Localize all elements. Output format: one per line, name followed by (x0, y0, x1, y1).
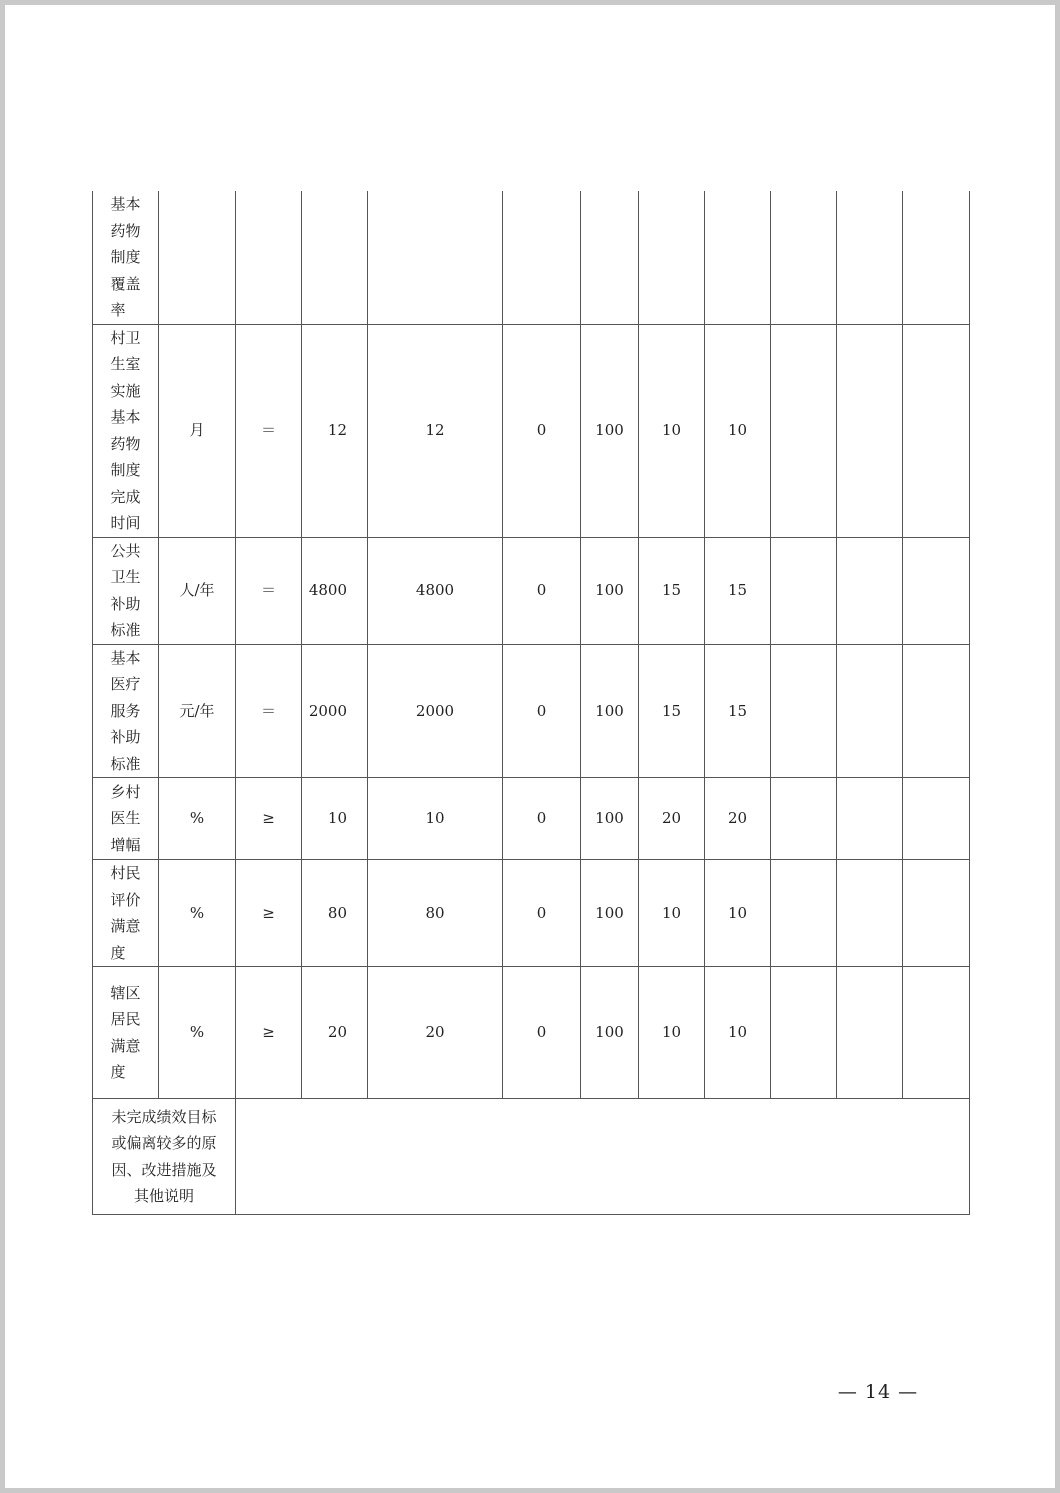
cell-actual: 20 (368, 967, 503, 1099)
table-row (93, 324, 970, 537)
cell-unit: % (159, 967, 236, 1099)
cell-dev: 0 (503, 537, 581, 644)
indicator-name (93, 537, 159, 644)
cell-score: 10 (705, 324, 771, 537)
cell-target: 4800 (302, 537, 368, 644)
note-label-line: 未完成绩效目标 (111, 1107, 217, 1126)
indicator-name-line: 标准 (110, 621, 141, 639)
cell-op: ≥ (236, 967, 302, 1099)
cell-op: ＝ (236, 644, 302, 778)
performance-table (92, 191, 970, 1215)
indicator-name-line: 服务 (110, 701, 141, 720)
indicator-name-line: 标准 (110, 754, 141, 773)
cell-empty (837, 860, 903, 967)
cell-empty (903, 191, 970, 324)
cell-dev: 0 (503, 324, 581, 537)
indicator-name-line: 居民 (110, 1010, 141, 1028)
cell-score: 15 (705, 644, 771, 778)
cell-op: ＝ (236, 537, 302, 644)
cell-actual: 80 (368, 860, 503, 967)
page-number: — 14 — (837, 1381, 919, 1403)
cell-score: 20 (705, 778, 771, 860)
cell-weight: 20 (639, 778, 705, 860)
cell-target: 10 (302, 778, 368, 860)
cell-empty (903, 778, 970, 860)
cell-score (705, 191, 771, 324)
indicator-name-line: 覆盖 (110, 274, 141, 293)
cell-rate (581, 191, 639, 324)
indicator-name-line: 卫生 (110, 568, 141, 586)
cell-empty (903, 967, 970, 1099)
indicator-name-line: 基本 (110, 408, 141, 426)
cell-weight: 10 (639, 324, 705, 537)
indicator-name-line: 村民 (110, 864, 141, 882)
cell-empty (837, 537, 903, 644)
note-label-line: 其他说明 (133, 1187, 194, 1205)
note-label (93, 1099, 236, 1215)
cell-empty (837, 191, 903, 324)
cell-score: 10 (705, 860, 771, 967)
indicator-name-line: 医生 (110, 809, 141, 828)
indicator-name-line: 满意 (110, 1036, 141, 1055)
cell-empty (903, 537, 970, 644)
indicator-name-line: 完成 (110, 487, 141, 506)
note-label-line: 因、改进措施及 (111, 1160, 217, 1179)
cell-target: 12 (302, 324, 368, 537)
cell-empty (771, 191, 837, 324)
cell-empty (771, 967, 837, 1099)
cell-dev (503, 191, 581, 324)
cell-dev: 0 (503, 967, 581, 1099)
cell-target (302, 191, 368, 324)
indicator-name (93, 191, 159, 324)
indicator-name (93, 860, 159, 967)
cell-empty (837, 324, 903, 537)
document-page (5, 5, 1055, 1488)
cell-op: ≥ (236, 778, 302, 860)
table-row (93, 860, 970, 967)
cell-op: ＝ (236, 324, 302, 537)
cell-empty (837, 644, 903, 778)
indicator-name (93, 778, 159, 860)
cell-unit: 月 (159, 324, 236, 537)
cell-actual (368, 191, 503, 324)
indicator-name-line: 补助 (110, 594, 141, 613)
cell-unit: 元/年 (159, 644, 236, 778)
indicator-name-line: 村卫 (110, 328, 141, 347)
cell-op: ≥ (236, 860, 302, 967)
cell-score: 15 (705, 537, 771, 644)
indicator-name-line: 补助 (110, 728, 141, 746)
indicator-name-line: 乡村 (110, 782, 141, 801)
cell-rate: 100 (581, 967, 639, 1099)
indicator-name-line: 基本 (110, 648, 141, 667)
cell-empty (771, 537, 837, 644)
cell-unit: % (159, 860, 236, 967)
note-row (93, 1099, 970, 1215)
cell-target: 2000 (302, 644, 368, 778)
indicator-name (93, 967, 159, 1099)
indicator-name (93, 644, 159, 778)
cell-empty (903, 860, 970, 967)
cell-empty (771, 860, 837, 967)
cell-dev: 0 (503, 644, 581, 778)
cell-dev: 0 (503, 860, 581, 967)
cell-empty (837, 967, 903, 1099)
indicator-name-line: 率 (110, 301, 126, 319)
table-row (93, 778, 970, 860)
cell-weight: 10 (639, 967, 705, 1099)
indicator-name-line: 实施 (110, 381, 141, 400)
cell-unit: 人/年 (159, 537, 236, 644)
table-row (93, 967, 970, 1099)
indicator-name-line: 度 (110, 1063, 126, 1081)
cell-weight: 15 (639, 537, 705, 644)
cell-score: 10 (705, 967, 771, 1099)
table-row (93, 191, 970, 324)
cell-rate: 100 (581, 324, 639, 537)
cell-rate: 100 (581, 860, 639, 967)
indicator-name-line: 基本 (110, 195, 141, 213)
cell-empty (837, 778, 903, 860)
indicator-name-line: 生室 (110, 355, 141, 373)
cell-empty (903, 324, 970, 537)
cell-empty (771, 644, 837, 778)
cell-target: 20 (302, 967, 368, 1099)
cell-actual: 10 (368, 778, 503, 860)
cell-weight: 10 (639, 860, 705, 967)
indicator-name-line: 制度 (110, 248, 141, 266)
indicator-name-line: 药物 (110, 434, 141, 453)
cell-unit: % (159, 778, 236, 860)
cell-empty (903, 644, 970, 778)
indicator-name-line: 评价 (110, 890, 141, 909)
cell-unit (159, 191, 236, 324)
cell-actual: 4800 (368, 537, 503, 644)
table-row (93, 537, 970, 644)
indicator-name-line: 制度 (110, 461, 141, 479)
cell-target: 80 (302, 860, 368, 967)
note-content (236, 1099, 970, 1215)
table-row (93, 644, 970, 778)
cell-weight (639, 191, 705, 324)
indicator-name-line: 医疗 (110, 675, 141, 693)
indicator-name-line: 公共 (110, 541, 141, 560)
indicator-name-line: 度 (110, 943, 126, 962)
indicator-name-line: 辖区 (110, 983, 141, 1002)
indicator-name-line: 增幅 (110, 835, 141, 854)
indicator-name-line: 满意 (110, 917, 141, 935)
indicator-name (93, 324, 159, 537)
cell-rate: 100 (581, 644, 639, 778)
cell-empty (771, 324, 837, 537)
cell-dev: 0 (503, 778, 581, 860)
indicator-name-line: 时间 (110, 514, 141, 532)
cell-rate: 100 (581, 778, 639, 860)
cell-rate: 100 (581, 537, 639, 644)
cell-weight: 15 (639, 644, 705, 778)
cell-actual: 12 (368, 324, 503, 537)
note-label-line: 或偏离较多的原 (111, 1134, 217, 1152)
cell-op (236, 191, 302, 324)
cell-actual: 2000 (368, 644, 503, 778)
cell-empty (771, 778, 837, 860)
indicator-name-line: 药物 (110, 221, 141, 240)
